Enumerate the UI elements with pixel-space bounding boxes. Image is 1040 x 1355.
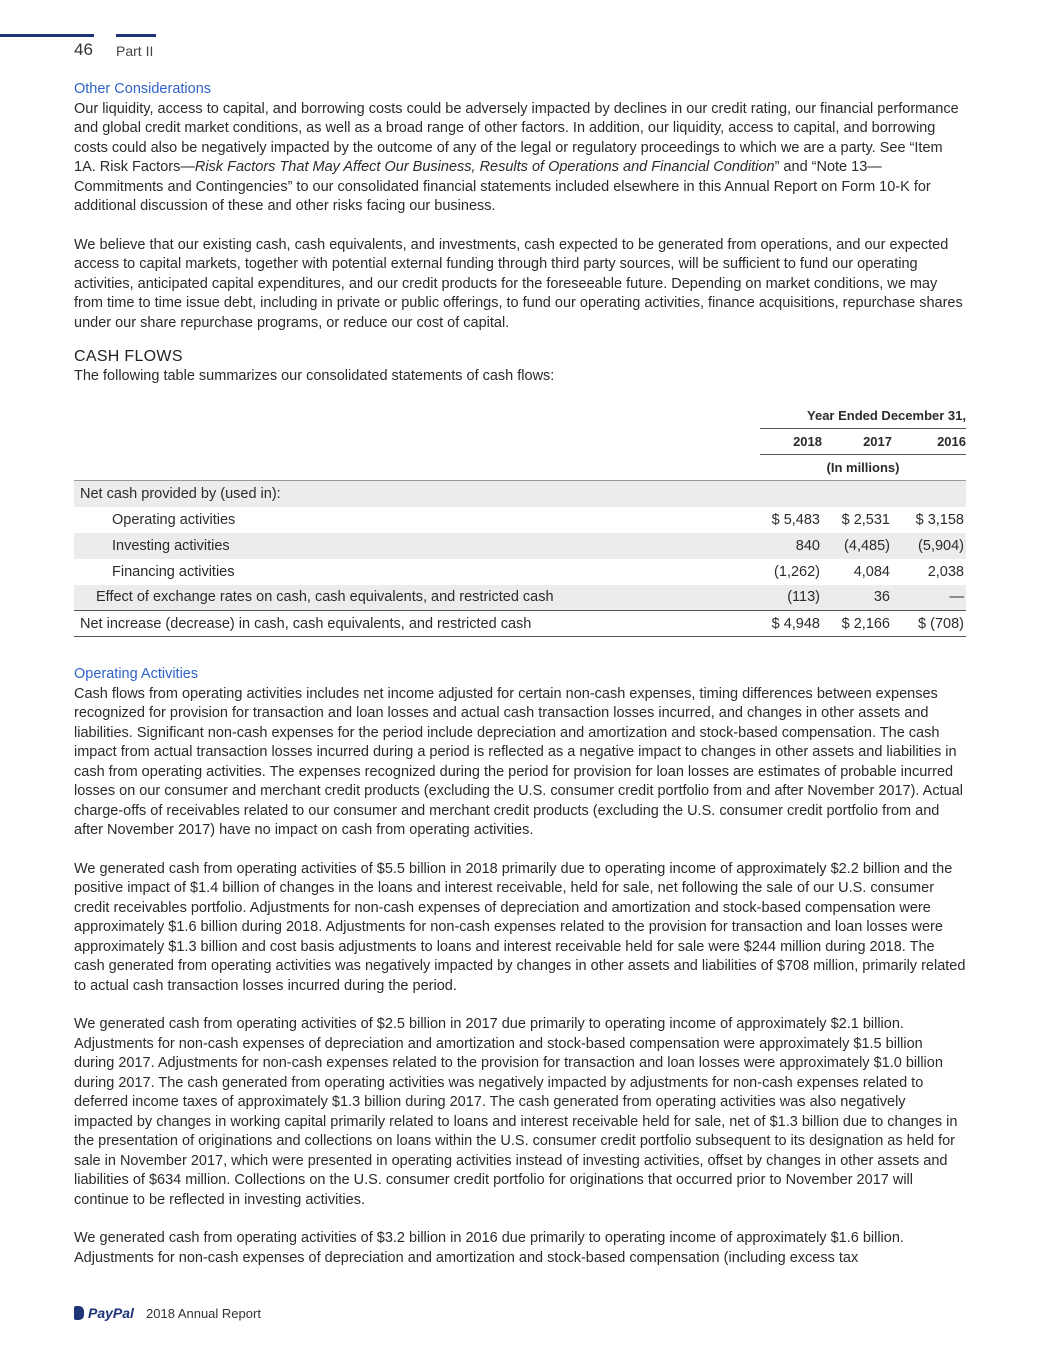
operating-activities-paragraph-1: Cash flows from operating activities includes net income adjusted for certain non-cash expenses, timing differences between expenses recognized for provision for transaction and loan losses and actual cash transaction losses incurred, and changes in other assets and liabilities. Significant non-cash expenses for the period include depreciation and amortization and stock-based compensation. The cash impact from actual transaction losses incurred during a period is reflected as a negative impact to changes in other assets and liabilities in cash from operating activities. The expenses recognized during the period for provision for loan losses are estimates of probable incurred losses on our consumer and merchant credit products (excluding the U.S. consumer credit portfolio from and after November 2017). Actual charge-offs of receivables related to our consumer and merchant credit products (excluding the U.S. consumer credit portfolio from and after November 2017) have no impact on cash from operating activities.	[74, 685, 963, 838]
table-row	[74, 585, 966, 611]
risk-factors-italic: Risk Factors That May Affect Our Business, Results of Operations and Financial Condition	[194, 159, 775, 175]
operating-activities-paragraph-3: We generated cash from operating activities of $2.5 billion in 2017 due primarily to operating income of approximately $2.1 billion. Adjustments for non-cash expenses of depreciation and amortization and stock-based compensation were approximately $1.5 billion during 2017. Adjustments for non-cash expenses related to the provision for transaction and loan losses were approximately $1.0 billion during 2017. The cash generated from operating activities was negatively impacted by adjustments for non-cash expenses related to deferred income taxes of approximately $1.3 billion during 2017. The cash generated from operating activities was also negatively impacted by changes in working capital primarily related to loans and interest receivable held for sale, net of $1.3 billion due to changes in the presentation of originations and collections on loans within the U.S. consumer credit portfolio subsequent to its designation as held for sale in November 2017, which were presented in operating activities instead of investing activities, offset by changes in other assets and liabilities of $634 million. Collections on the U.S. consumer credit portfolio for originations that occurred prior to November 2017 will continue to be reflected in investing activities.	[74, 1016, 958, 1208]
year-2018: 2018	[760, 429, 822, 455]
table-row	[74, 533, 966, 559]
year-2017: 2017	[822, 429, 892, 455]
operating-activities-paragraph-2: We generated cash from operating activities of $5.5 billion in 2018 primarily due to operating income of approximately $2.2 billion and the positive impact of $1.4 billion of changes in the loans and interest receivable, held for sale, net following the sale of our U.S. consumer credit receivables portfolio. Adjustments for non-cash expenses of depreciation and amortization and stock-based compensation were approximately $1.6 billion during 2018. Adjustments for non-cash expenses related to the provision for transaction and loan losses were approximately $1.3 billion and cost basis adjustments to loans and interest receivable held for sale were $244 million during 2018. The cash generated from operating activities was negatively impacted by changes in other assets and liabilities of $708 million, primarily related to actual cash transaction losses incurred during the period.	[74, 860, 966, 994]
row-label: Operating activities	[112, 511, 236, 528]
section-label: Net cash provided by (used in):	[74, 481, 760, 507]
period-header: Year Ended December 31,	[760, 403, 966, 429]
header-rule-accent	[116, 34, 156, 37]
cell-value: (4,485)	[822, 533, 892, 559]
units-label: (In millions)	[826, 460, 900, 475]
row-label: Investing activities	[74, 533, 760, 559]
total-value: $ 4,948	[760, 611, 822, 637]
year-2016: 2016	[892, 429, 966, 455]
table-total-row	[74, 611, 966, 637]
other-considerations-heading: Other Considerations	[74, 81, 212, 97]
cell-value: 840	[760, 533, 822, 559]
cash-flows-intro: The following table summarizes our consolidated statements of cash flows:	[74, 368, 555, 384]
table-header-period-row	[74, 403, 966, 429]
operating-activities-heading: Operating Activities	[74, 666, 199, 682]
table-row	[74, 559, 966, 585]
cash-flows-title: CASH FLOWS	[74, 348, 183, 365]
row-label: Financing activities	[112, 563, 235, 580]
table-row	[74, 507, 966, 533]
operating-activities-paragraph-4: We generated cash from operating activities of $3.2 billion in 2016 due primarily to operating income of approximately $1.6 billion. Adjustments for non-cash expenses of depreciation and amortization and stock-based compensation (including excess tax	[74, 1230, 904, 1266]
cell-value: (5,904)	[892, 533, 966, 559]
cell-value: —	[892, 585, 966, 611]
table-header-years-row	[74, 429, 966, 455]
row-label: Effect of exchange rates on cash, cash equivalents, and restricted cash	[74, 585, 760, 611]
table-header-units-row	[74, 455, 966, 481]
cell-value: $ 2,531	[841, 511, 890, 528]
part-label: Part II	[116, 43, 154, 59]
cell-value: $ 5,483	[771, 511, 820, 528]
cash-flows-table	[74, 403, 966, 638]
cell-value: $ 3,158	[915, 511, 964, 528]
total-value: $ (708)	[892, 611, 966, 637]
paypal-p-icon	[74, 1306, 84, 1320]
other-considerations-paragraph-2: We believe that our existing cash, cash equivalents, and investments, cash expected to be generated from operations, and our expected access to capital markets, together with potential external funding through third party sources, will be sufficient to fund our operating activities, anticipated capital expenditures, and our credit products for the foreseeable future. Depending on market conditions, we may from time to time issue debt, including in private or public offerings, to fund our operating activities, finance acquisitions, repurchase shares under our share repurchase programs, or reduce our cost of capital.	[74, 236, 963, 331]
cell-value: (113)	[760, 585, 822, 611]
cell-value: (1,262)	[774, 563, 820, 580]
header-rule	[0, 34, 94, 37]
page-number: 46	[74, 40, 93, 59]
total-label: Net increase (decrease) in cash, cash equivalents, and restricted cash	[74, 611, 760, 637]
paypal-logo: PayPal	[74, 1305, 134, 1321]
cell-value: 36	[822, 585, 892, 611]
cell-value: 2,038	[927, 563, 964, 580]
page-content	[74, 80, 966, 1268]
total-value: $ 2,166	[822, 611, 892, 637]
cell-value: 4,084	[853, 563, 890, 580]
table-row	[74, 481, 966, 507]
other-considerations-paragraph-1: Our liquidity, access to capital, and borrowing costs could be adversely impacted by declines in our credit rating, our financial performance and global credit market conditions, as well as a broad range of other factors. In addition, our liquidity, access to capital, and borrowing costs could also be negatively impacted by the outcome of any of the legal or regulatory proceedings to which we are a party. See “Item 1A. Risk Factors—Risk Factors That May Affect Our Business, Results of Operations and Financial Condition” and “Note 13—Commitments and Contingencies” to our consolidated financial statements included elsewhere in this Annual Report on Form 10-K for additional discussion of these and other risks facing our business.	[74, 100, 959, 214]
footer-report-label: 2018 Annual Report	[146, 1306, 261, 1321]
